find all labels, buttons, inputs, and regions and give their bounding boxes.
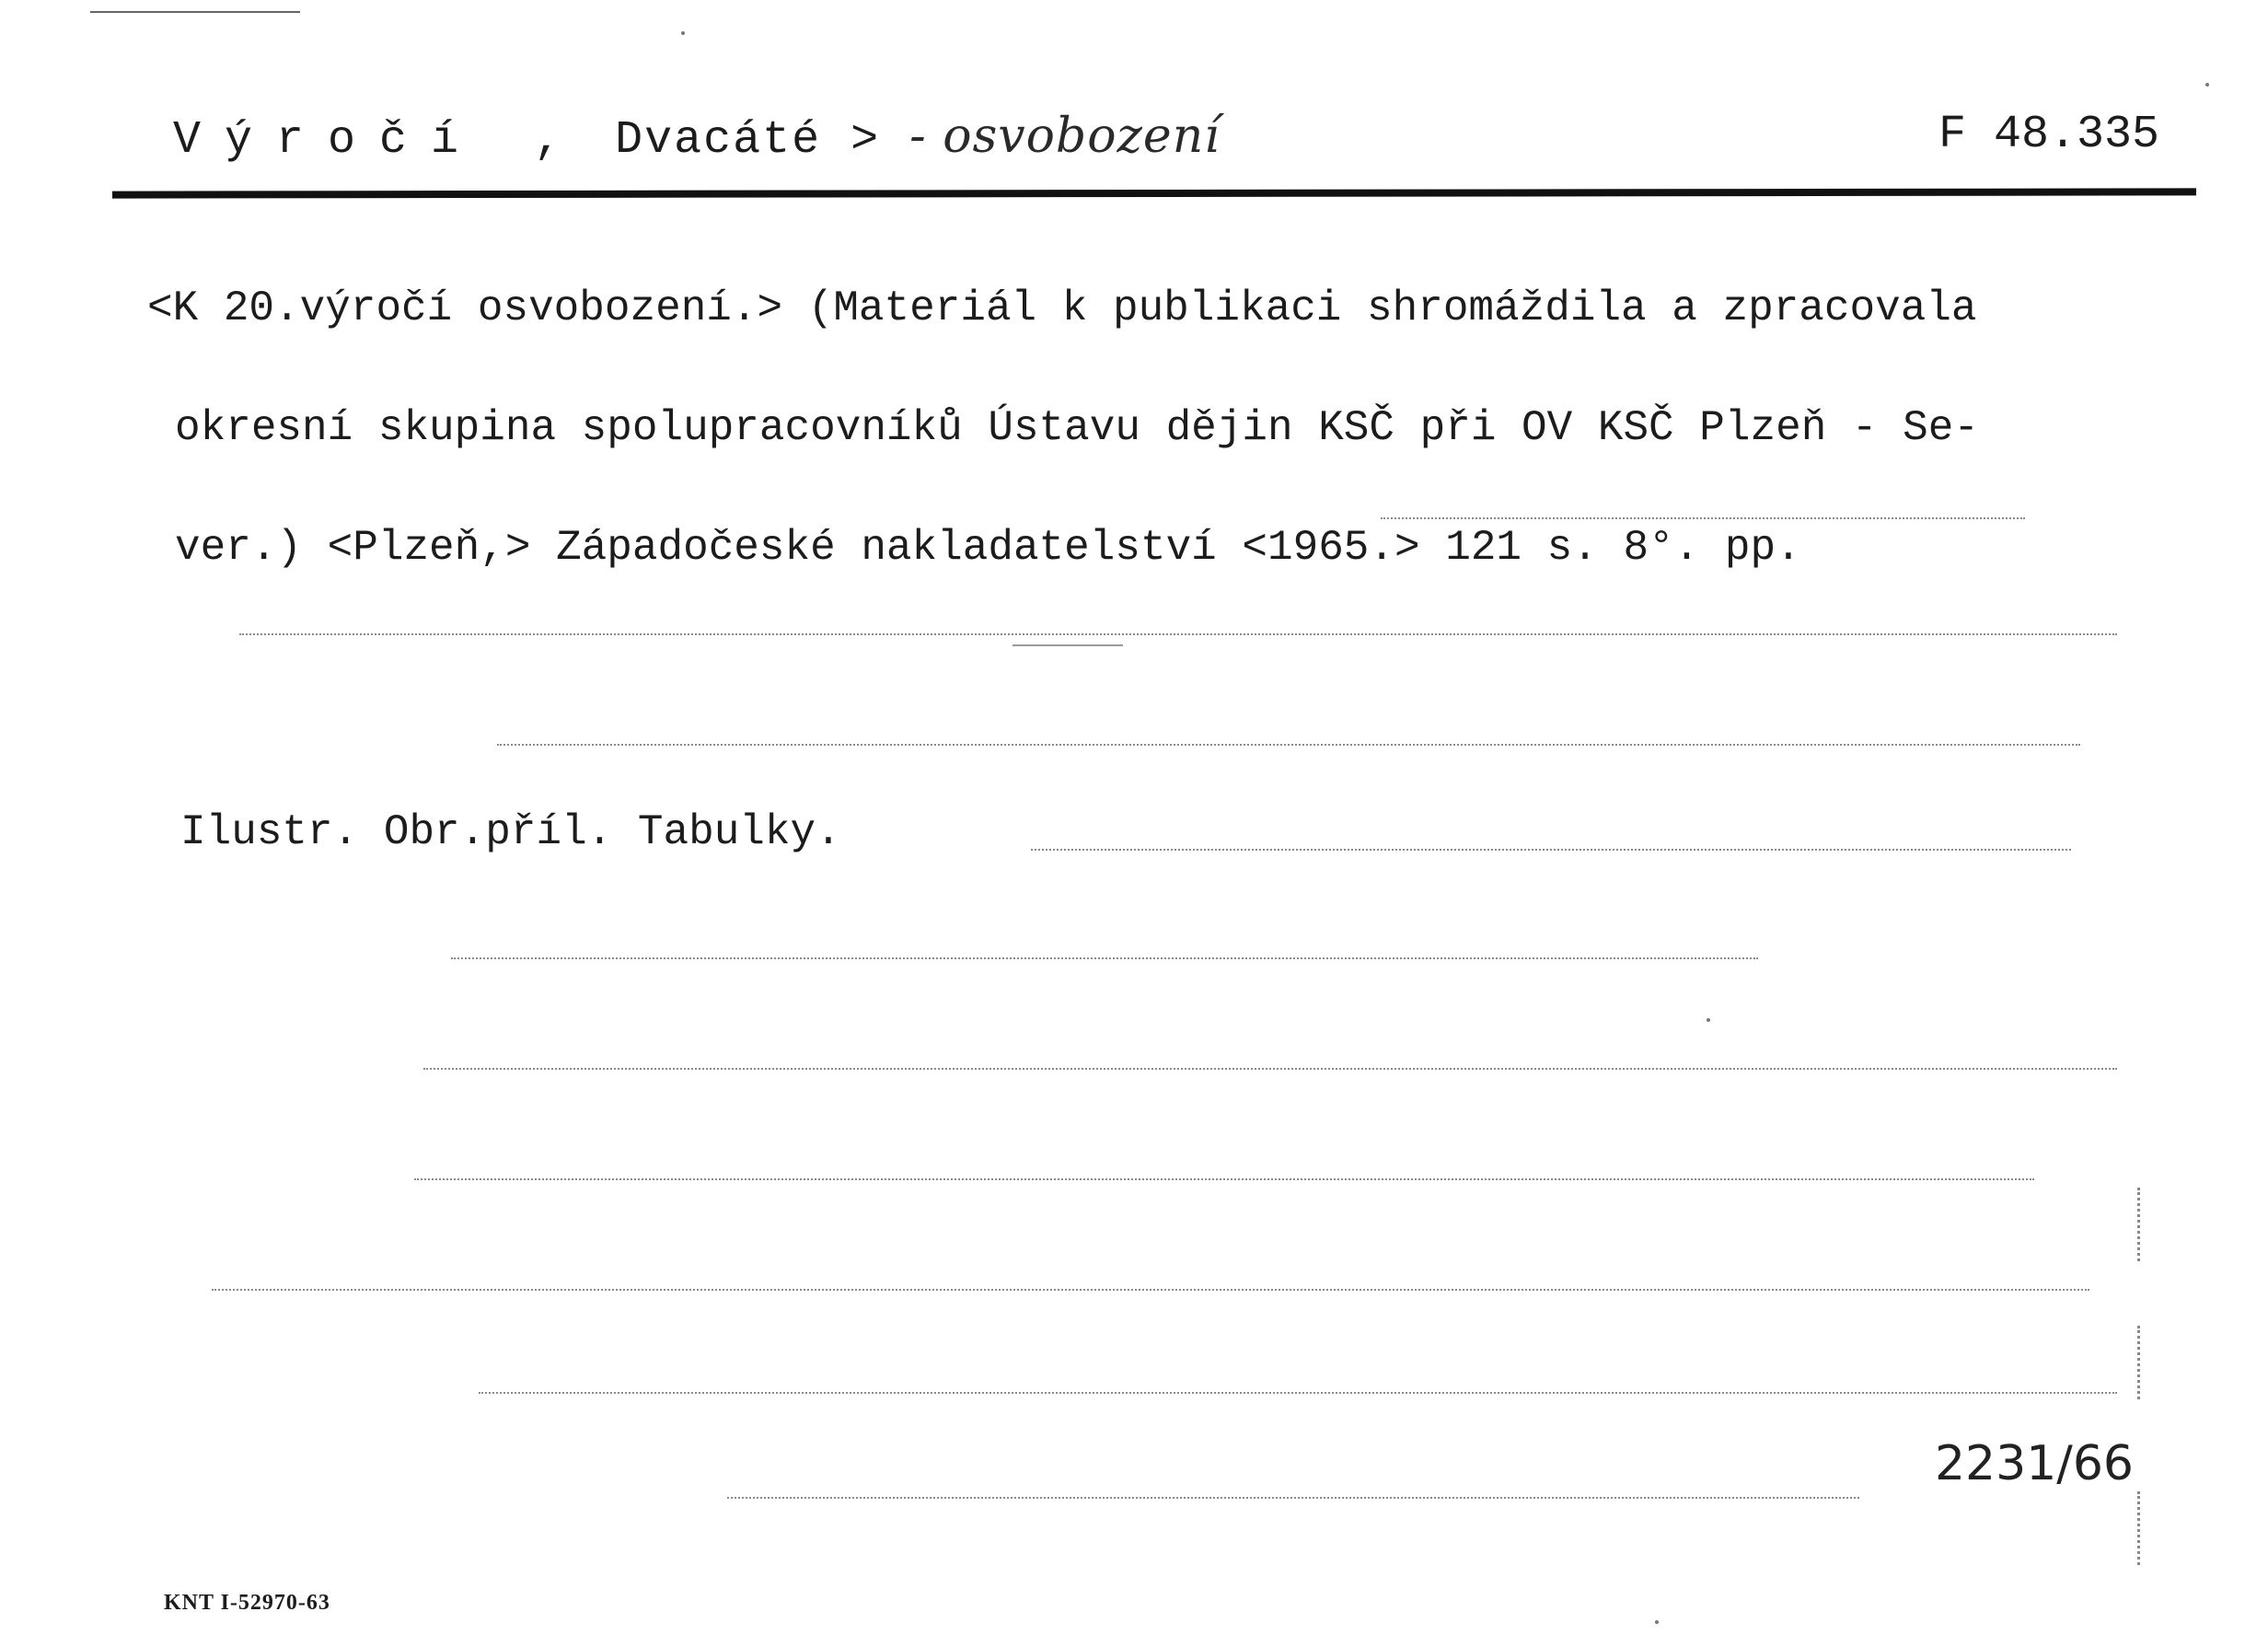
bibliographic-entry xyxy=(147,249,2117,608)
speck xyxy=(1655,1620,1659,1624)
entry-line-1: <K 20.výročí osvobození.> (Materiál k publikaci shromáždila a zpracovala xyxy=(147,284,1977,332)
margin-marks xyxy=(2137,1491,2140,1565)
heading-bracket: > xyxy=(850,114,881,167)
accession-number: 2231/66 xyxy=(1934,1436,2134,1491)
margin-marks xyxy=(2137,1326,2140,1399)
ruled-line xyxy=(497,744,2080,746)
heading-subject: Výročí , xyxy=(173,114,586,167)
heading-subdivision: Dvacáté xyxy=(615,114,822,167)
ruled-line xyxy=(212,1289,2089,1291)
ruled-line xyxy=(423,1068,2117,1070)
physical-description-notes: Ilustr. Obr.příl. Tabulky. xyxy=(180,808,841,856)
ruled-line xyxy=(479,1392,2117,1394)
speck xyxy=(1707,1018,1710,1022)
entry-line-3: ver.) <Plzeň,> Západočeské nakladatelství <1965.> 121 s. 8°. pp. xyxy=(175,524,1801,572)
call-number: F 48.335 xyxy=(1938,109,2159,161)
heading-rule xyxy=(112,188,2196,198)
ruled-line xyxy=(1012,644,1123,646)
ruled-line xyxy=(414,1178,2034,1180)
printer-mark: KNT I-52970-63 xyxy=(164,1591,330,1615)
top-edge-mark xyxy=(90,11,300,13)
speck xyxy=(681,31,685,35)
ruled-line xyxy=(239,633,2117,635)
entry-line-2: okresní skupina spolupracovníků Ústavu dějin KSČ při OV KSČ Plzeň - Se- xyxy=(175,404,1979,452)
ruled-line xyxy=(727,1497,1859,1499)
ruled-line xyxy=(1031,849,2071,851)
heading xyxy=(173,109,1221,167)
ruled-line xyxy=(1381,517,2025,519)
speck xyxy=(2205,83,2209,87)
handwritten-annotation: - osvobození xyxy=(909,109,1221,164)
ruled-line xyxy=(451,957,1758,959)
margin-marks xyxy=(2137,1188,2140,1261)
